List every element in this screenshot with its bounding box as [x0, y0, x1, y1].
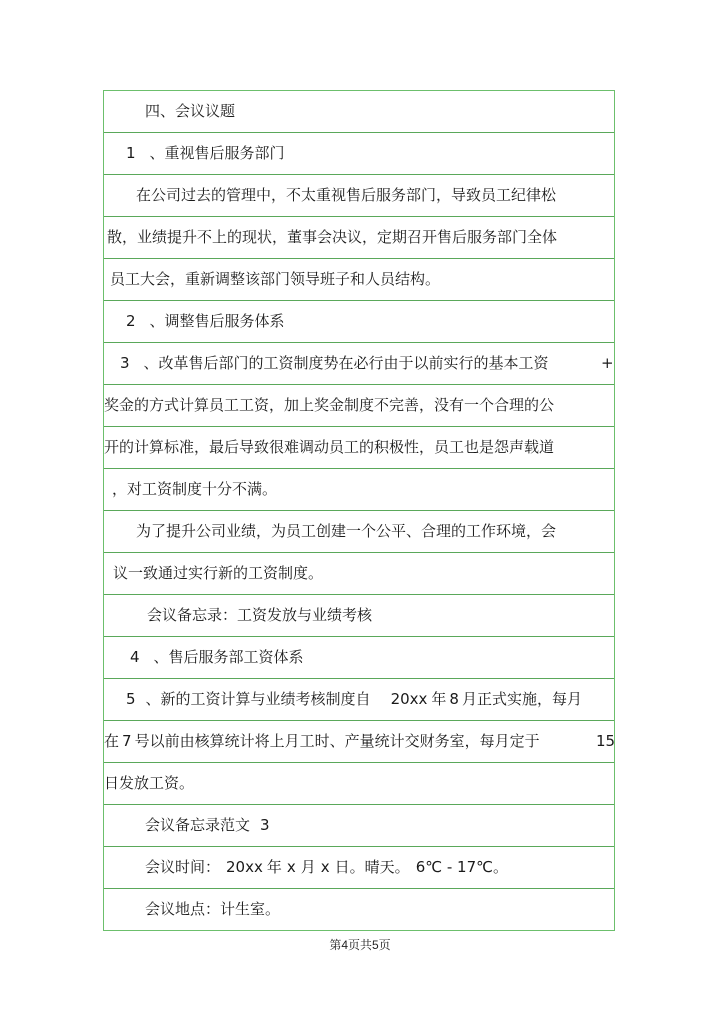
- row-divider: [104, 384, 614, 385]
- row-divider: [104, 636, 614, 637]
- row-divider: [104, 132, 614, 133]
- year-value: 20xx: [390, 690, 428, 708]
- memo-heading: 会议备忘录：工资发放与业绩考核: [147, 606, 373, 624]
- paragraph-line: 为了提升公司业绩，为员工创建一个公平、合理的工作环境，会: [136, 522, 557, 540]
- row-divider: [104, 762, 614, 763]
- memo-title: 会议备忘录范文 3: [145, 816, 270, 834]
- paragraph-line: 日发放工资。: [104, 774, 195, 792]
- paragraph-line: 散，业绩提升不上的现状，董事会决议，定期召开售后服务部门全体: [107, 228, 558, 246]
- row-divider: [104, 888, 614, 889]
- row-divider: [104, 216, 614, 217]
- row-divider: [104, 678, 614, 679]
- meeting-location: 会议地点：计生室。: [145, 900, 281, 918]
- row-divider: [104, 552, 614, 553]
- row-divider: [104, 468, 614, 469]
- row-divider: [104, 846, 614, 847]
- page-footer: 第4页共5页: [329, 938, 391, 952]
- paragraph-line: 在公司过去的管理中，不太重视售后服务部门，导致员工纪律松: [136, 186, 557, 204]
- row-divider: [104, 510, 614, 511]
- item-title: 、售后服务部工资体系: [153, 648, 304, 666]
- meeting-time: 会议时间： 20xx 年 x 月 x 日。晴天。 6℃ - 17℃。: [145, 858, 508, 876]
- paragraph-line: 开的计算标准，最后导致很难调动员工的积极性，员工也是怨声载道: [104, 438, 555, 456]
- item-number: 3: [120, 354, 130, 372]
- document-table: [103, 90, 615, 931]
- agenda-item-5: 5 、新的工资计算与业绩考核制度自 20xx 年 8 月正式实施，每月: [126, 690, 582, 708]
- paragraph-line: ，对工资制度十分不满。: [112, 480, 278, 498]
- agenda-item-3: [120, 353, 549, 373]
- paragraph-line: 奖金的方式计算员工工资，加上奖金制度不完善，没有一个合理的公: [104, 396, 555, 414]
- row-divider: [104, 594, 614, 595]
- agenda-item-2: [126, 311, 285, 331]
- row-divider: [104, 174, 614, 175]
- item-text: 、改革售后部门的工资制度势在必行由于以前实行的基本工资: [143, 354, 549, 372]
- item-number: 2: [126, 312, 136, 330]
- item-number: 4: [130, 648, 140, 666]
- memo-number: 3: [260, 816, 270, 834]
- day-value: 7: [122, 732, 132, 750]
- item-title: 、调整售后服务体系: [149, 312, 285, 330]
- row-divider: [104, 426, 614, 427]
- row-divider: [104, 300, 614, 301]
- temperature-range: 6℃ - 17℃: [415, 858, 493, 876]
- row-divider: [104, 342, 614, 343]
- row-divider: [104, 804, 614, 805]
- month-value: 8: [449, 690, 459, 708]
- plus-sign: +: [601, 354, 614, 372]
- paragraph-line: 员工大会，重新调整该部门领导班子和人员结构。: [110, 270, 441, 288]
- row-divider: [104, 258, 614, 259]
- agenda-item-1: [126, 143, 285, 163]
- paragraph-line: 议一致通过实行新的工资制度。: [113, 564, 324, 582]
- pay-day-value: 15: [596, 732, 616, 750]
- section-heading: 四、会议议题: [145, 102, 236, 120]
- row-divider: [104, 720, 614, 721]
- item-number: 5: [126, 690, 136, 708]
- item-title: 、重视售后服务部门: [149, 144, 285, 162]
- agenda-item-4: [130, 647, 304, 667]
- item-number: 1: [126, 144, 136, 162]
- paragraph-line: 在 7 号以前由核算统计将上月工时、产量统计交财务室，每月定于: [104, 732, 540, 750]
